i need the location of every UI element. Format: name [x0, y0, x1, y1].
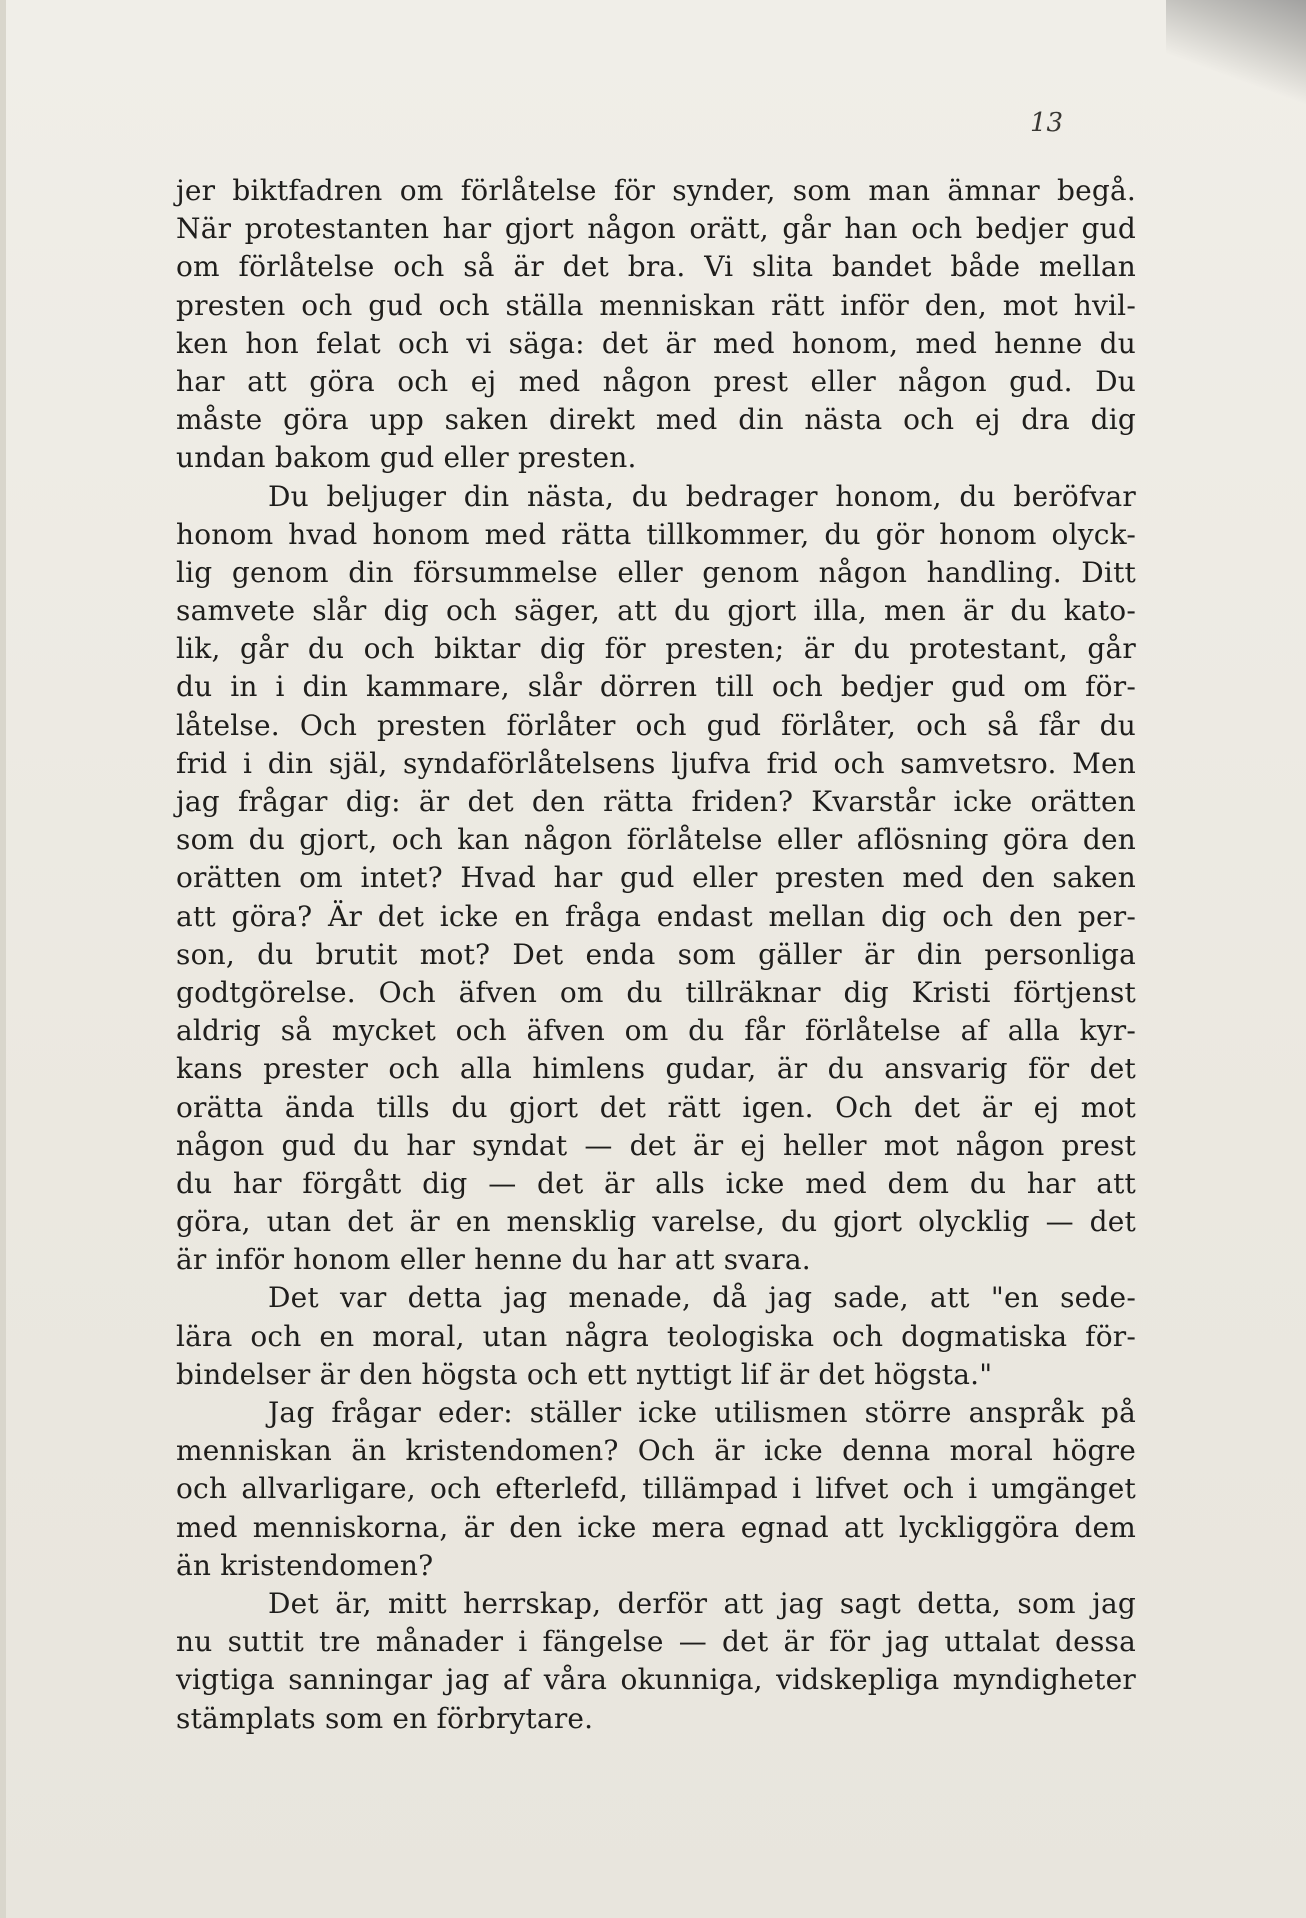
text-line: måste göra upp saken direkt med din nästa och ej dra dig: [176, 403, 1136, 437]
text-line: kans prester och alla himlens gudar, är du ansvarig för det: [176, 1052, 1136, 1086]
text-line: godtgörelse. Och äfven om du tillräknar dig Kristi förtjenst: [176, 975, 1136, 1009]
text-line: undan bakom gud eller presten.: [176, 441, 637, 475]
text-line: göra, utan det är en mensklig varelse, du gjort olycklig — det: [176, 1205, 1136, 1239]
page-left-edge: [0, 0, 6, 1918]
text-line: orätta ända tills du gjort det rätt igen. Och det är ej mot: [176, 1090, 1136, 1124]
text-line: som du gjort, och kan någon förlåtelse eller aflösning göra den: [176, 823, 1136, 857]
text-line: Jag frågar eder: ställer icke utilismen större anspråk på: [268, 1396, 1136, 1429]
text-line: är inför honom eller henne du har att svara.: [176, 1243, 811, 1277]
text-line: lära och en moral, utan några teologiska och dogmatiska för-: [176, 1319, 1136, 1353]
text-line: stämplats som en förbrytare.: [176, 1701, 594, 1735]
text-line: bindelser är den högsta och ett nyttigt lif är det högsta.": [176, 1357, 993, 1391]
text-line: om förlåtelse och så är det bra. Vi slita bandet både mellan: [176, 250, 1136, 284]
text-line: menniskan än kristendomen? Och är icke denna moral högre: [176, 1434, 1136, 1468]
text-line: och allvarligare, och efterlefd, tillämpad i lifvet och i umgänget: [176, 1472, 1136, 1506]
text-line: orätten om intet? Hvad har gud eller presten med den saken: [176, 861, 1136, 895]
text-line: du har förgått dig — det är alls icke med dem du har att: [176, 1166, 1136, 1200]
text-line: son, du brutit mot? Det enda som gäller är din personliga: [176, 937, 1136, 971]
text-line: Det är, mitt herrskap, derför att jag sagt detta, som jag: [268, 1586, 1136, 1620]
text-line: har att göra och ej med någon prest eller någon gud. Du: [176, 364, 1136, 398]
text-line: presten och gud och ställa menniskan rätt inför den, mot hvil-: [176, 288, 1136, 322]
text-line: någon gud du har syndat — det är ej heller mot någon prest: [176, 1128, 1136, 1162]
text-line: aldrig så mycket och äfven om du får förlåtelse af alla kyr-: [176, 1014, 1136, 1048]
text-line: nu suttit tre månader i fängelse — det är för jag uttalat dessa: [176, 1625, 1136, 1659]
text-line: låtelse. Och presten förlåter och gud förlåter, och så får du: [176, 708, 1136, 742]
text-line: jag frågar dig: är det den rätta friden? Kvarstår icke orätten: [176, 785, 1136, 818]
page-number: 13: [1030, 108, 1064, 138]
page-corner-shadow: [1166, 0, 1306, 110]
text-line: jer biktfadren om förlåtelse för synder, som man ämnar begå.: [176, 174, 1136, 207]
text-line: ken hon felat och vi säga: det är med honom, med henne du: [176, 326, 1136, 360]
text-line: du in i din kammare, slår dörren till och bedjer gud om för-: [176, 670, 1136, 704]
text-line: Du beljuger din nästa, du bedrager honom, du beröfvar: [268, 479, 1136, 513]
text-line: att göra? Är det icke en fråga endast mellan dig och den per-: [176, 899, 1136, 933]
text-line: med menniskorna, är den icke mera egnad att lyckliggöra dem: [176, 1510, 1136, 1544]
body-text: [176, 172, 1136, 1738]
text-line: lig genom din försummelse eller genom någon handling. Ditt: [176, 555, 1136, 589]
text-line: När protestanten har gjort någon orätt, går han och bedjer gud: [176, 212, 1136, 246]
text-line: Det var detta jag menade, då jag sade, att "en sede-: [268, 1281, 1136, 1315]
text-line: frid i din själ, syndaförlåtelsens ljufva frid och samvetsro. Men: [176, 746, 1136, 780]
text-line: lik, går du och biktar dig för presten; är du protestant, går: [176, 632, 1136, 666]
text-line: honom hvad honom med rätta tillkommer, du gör honom olyck-: [176, 517, 1136, 551]
text-line: vigtiga sanningar jag af våra okunniga, vidskepliga myndigheter: [176, 1663, 1136, 1697]
text-line: samvete slår dig och säger, att du gjort illa, men är du kato-: [176, 594, 1136, 628]
text-line: än kristendomen?: [176, 1548, 434, 1582]
